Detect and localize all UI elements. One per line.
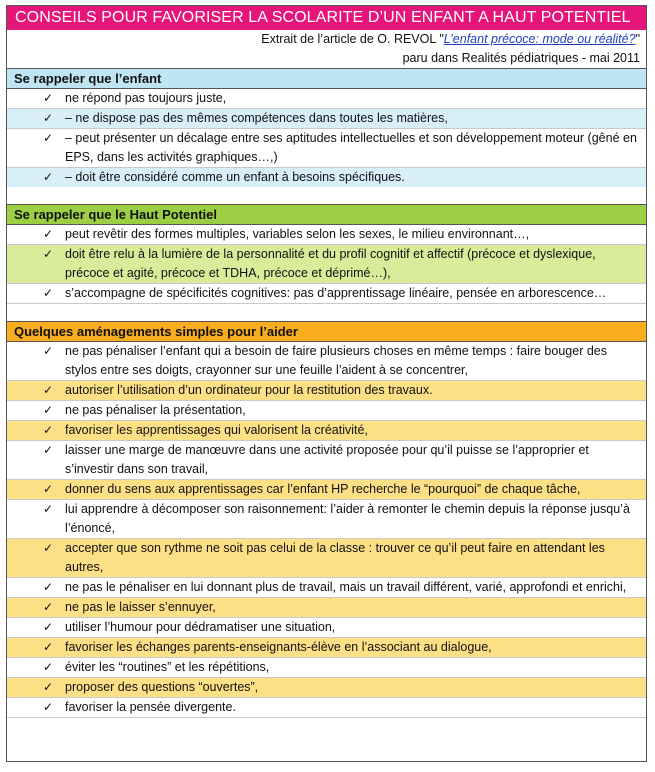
checkmark-icon: ✓ <box>43 482 54 496</box>
list-item-text: proposer des questions “ouvertes”, <box>65 680 259 694</box>
list-item <box>7 401 646 421</box>
source-line-2: paru dans Realités pédiatriques - mai 2011 <box>402 51 640 65</box>
checkmark-icon: ✓ <box>43 344 54 358</box>
list-item <box>7 480 646 500</box>
list-item <box>7 539 646 578</box>
list-item <box>7 225 646 245</box>
list-item <box>7 441 646 480</box>
list-item <box>7 500 646 539</box>
list-item <box>7 129 646 168</box>
article-link[interactable]: L’enfant précoce: mode ou réalité? <box>443 32 636 46</box>
list-item-text: accepter que son rythme ne soit pas celui de la classe : trouver ce qu’il peut faire en attendant les autres, <box>65 541 605 574</box>
checkmark-icon: ✓ <box>43 170 54 184</box>
checkmark-icon: ✓ <box>43 227 54 241</box>
list-item <box>7 638 646 658</box>
list-item-text: ne répond pas toujours juste, <box>65 91 227 105</box>
list-item <box>7 618 646 638</box>
checklist <box>7 89 646 187</box>
list-item-text: lui apprendre à décomposer son raisonnement: l’aider à remonter le chemin depuis la réponse jusqu’à l’énoncé, <box>65 502 630 535</box>
list-item-text: utiliser l’humour pour dédramatiser une situation, <box>65 620 336 634</box>
source-prefix: Extrait de l’article de O. REVOL " <box>261 32 444 46</box>
checklist <box>7 225 646 304</box>
source-line-1 <box>7 30 640 49</box>
section-heading: Se rappeler que l’enfant <box>7 68 646 89</box>
list-item-text: peut revêtir des formes multiples, variables selon les sexes, le milieu environnant…, <box>65 227 530 241</box>
checkmark-icon: ✓ <box>43 286 54 300</box>
checkmark-icon: ✓ <box>43 443 54 457</box>
checkmark-icon: ✓ <box>43 600 54 614</box>
page-title: CONSEILS POUR FAVORISER LA SCOLARITE D’UN ENFANT A HAUT POTENTIEL <box>7 6 646 30</box>
list-item <box>7 698 646 718</box>
list-item-text: – peut présenter un décalage entre ses aptitudes intellectuelles et son développement moteur (gêné en EPS, dans les activités graphiques…,) <box>65 131 637 164</box>
list-item <box>7 284 646 304</box>
list-item-text: ne pas pénaliser la présentation, <box>65 403 246 417</box>
list-item-text: favoriser les échanges parents-enseignants-élève en l’associant au dialogue, <box>65 640 492 654</box>
list-item-text: favoriser la pensée divergente. <box>65 700 236 714</box>
list-item-text: éviter les “routines” et les répétitions, <box>65 660 270 674</box>
checkmark-icon: ✓ <box>43 247 54 261</box>
list-item <box>7 168 646 187</box>
checkmark-icon: ✓ <box>43 423 54 437</box>
list-item-text: – doit être considéré comme un enfant à besoins spécifiques. <box>65 170 405 184</box>
source-citation <box>7 30 646 68</box>
section-enfant <box>7 68 646 187</box>
source-suffix: " <box>635 32 640 46</box>
checkmark-icon: ✓ <box>43 111 54 125</box>
checkmark-icon: ✓ <box>43 660 54 674</box>
list-item <box>7 578 646 598</box>
checkmark-icon: ✓ <box>43 700 54 714</box>
checkmark-icon: ✓ <box>43 640 54 654</box>
list-item <box>7 342 646 381</box>
checkmark-icon: ✓ <box>43 403 54 417</box>
list-item <box>7 658 646 678</box>
section-haut-potentiel <box>7 204 646 304</box>
checkmark-icon: ✓ <box>43 541 54 555</box>
checkmark-icon: ✓ <box>43 680 54 694</box>
list-item-text: donner du sens aux apprentissages car l’enfant HP recherche le “pourquoi” de chaque tâche, <box>65 482 581 496</box>
list-item <box>7 598 646 618</box>
list-item-text: ne pas pénaliser l’enfant qui a besoin de faire plusieurs choses en même temps : faire bouger des stylos entre ses doigts, crayonner sur une feuille l’aident à se concentrer, <box>65 344 607 377</box>
list-item-text: ne pas le pénaliser en lui donnant plus de travail, mais un travail différent, varié, approfondi et enrichi, <box>65 580 627 594</box>
list-item-text: laisser une marge de manœuvre dans une activité proposée pour qu’il puisse se l’approprier et s’investir dans son travail, <box>65 443 589 476</box>
checkmark-icon: ✓ <box>43 383 54 397</box>
list-item <box>7 109 646 129</box>
list-item-text: doit être relu à la lumière de la personnalité et du profil cognitif et affectif (précoce et dyslexique, précoce et agité, précoce et TDHA, précoce et déprimé…), <box>65 247 596 280</box>
list-item-text: ne pas le laisser s’ennuyer, <box>65 600 216 614</box>
checkmark-icon: ✓ <box>43 580 54 594</box>
list-item <box>7 245 646 284</box>
document-sheet <box>6 5 647 762</box>
section-heading: Quelques aménagements simples pour l’aider <box>7 321 646 342</box>
checkmark-icon: ✓ <box>43 502 54 516</box>
list-item-text: favoriser les apprentissages qui valorisent la créativité, <box>65 423 368 437</box>
list-item <box>7 89 646 109</box>
checkmark-icon: ✓ <box>43 131 54 145</box>
checklist <box>7 342 646 718</box>
section-spacer <box>7 304 646 321</box>
checkmark-icon: ✓ <box>43 620 54 634</box>
section-spacer <box>7 187 646 204</box>
list-item-text: s’accompagne de spécificités cognitives: pas d’apprentissage linéaire, pensée en arborescence… <box>65 286 607 300</box>
list-item-text: autoriser l’utilisation d’un ordinateur pour la restitution des travaux. <box>65 383 433 397</box>
section-heading: Se rappeler que le Haut Potentiel <box>7 204 646 225</box>
section-amenagements <box>7 321 646 718</box>
list-item <box>7 678 646 698</box>
list-item <box>7 381 646 401</box>
checkmark-icon: ✓ <box>43 91 54 105</box>
list-item <box>7 421 646 441</box>
list-item-text: – ne dispose pas des mêmes compétences dans toutes les matières, <box>65 111 448 125</box>
